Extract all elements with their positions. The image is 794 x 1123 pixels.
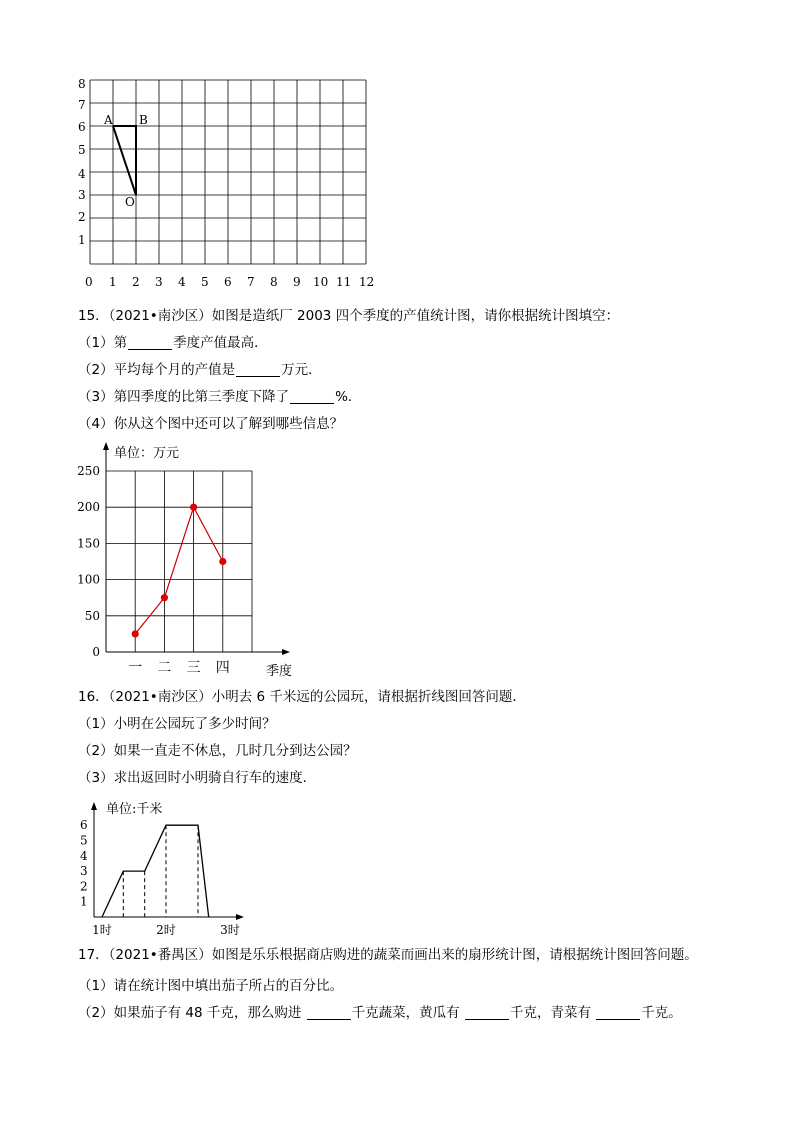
q17-part2 [78, 1004, 682, 1022]
q15-part1 [78, 334, 268, 352]
q15-part4: （4）你从这个图中还可以了解到哪些信息？ [78, 416, 344, 432]
q15-part3-pre: （3）第四季度的比第三季度下降了 [78, 389, 290, 405]
q15-part3-post: %． [335, 389, 362, 405]
q17-part2-c: 千克，青菜有 [509, 1005, 596, 1021]
y-tick-label: 3 [80, 864, 88, 879]
y-tick-label: 150 [77, 536, 100, 551]
x-label: 9 [293, 275, 301, 289]
q17-part2-b: 千克蔬菜，黄瓜有 [351, 1005, 464, 1021]
q15-part1-pre: （1）第 [78, 335, 128, 351]
q17-part2-a: （2）如果茄子有 48 千克，那么购进 [78, 1005, 306, 1021]
x-category-label: 四 [215, 660, 230, 676]
x-category-label: 一 [128, 660, 143, 676]
y-tick-label: 4 [80, 848, 88, 863]
q16-part2: （2）如果一直走不休息，几时几分到达公园？ [78, 743, 357, 759]
y-tick-label: 6 [80, 818, 88, 833]
q17-part2-d: 千克。 [641, 1005, 682, 1021]
y-label: 5 [78, 143, 86, 157]
q15-part3 [78, 388, 361, 406]
distance-line [102, 825, 209, 917]
q16-stem: 16．（2021•南沙区）小明去 6 千米远的公园玩，请根据折线图回答问题． [78, 689, 526, 705]
answer-blank[interactable] [307, 1005, 351, 1020]
triangle-abo [113, 126, 136, 195]
y-label: 7 [78, 98, 86, 112]
q15-part2 [78, 361, 322, 379]
y-label: 4 [78, 167, 86, 181]
point-label-b: B [139, 113, 148, 127]
y-label: 3 [78, 188, 86, 202]
series-line [135, 507, 223, 634]
data-point [132, 630, 139, 637]
data-point [219, 558, 226, 565]
x-category-label: 三 [186, 660, 201, 676]
y-tick-label: 0 [92, 645, 100, 659]
y-axis-unit-label: 单位:千米 [106, 802, 163, 817]
x-tick-label: 2时 [156, 923, 176, 937]
answer-blank[interactable] [596, 1005, 640, 1020]
y-axis-unit-label: 单位：万元 [114, 446, 180, 461]
x-tick-label: 3时 [220, 923, 240, 937]
answer-blank[interactable] [236, 362, 280, 377]
y-tick-label: 250 [77, 464, 100, 478]
y-tick-label: 50 [84, 608, 100, 623]
x-label: 4 [178, 275, 186, 289]
coordinate-grid-figure [70, 72, 390, 294]
q15-stem: 15．（2021•南沙区）如图是造纸厂 2003 四个季度的产值统计图，请你根据统计图填空： [78, 308, 620, 324]
x-axis-title: 季度 [266, 664, 293, 679]
y-label: 6 [78, 120, 86, 134]
x-axis-arrow [282, 649, 290, 655]
y-tick-label: 200 [77, 500, 100, 515]
point-label-a: A [104, 113, 113, 127]
x-axis-arrow [236, 914, 244, 920]
distance-time-line-chart [70, 796, 260, 942]
y-label: 8 [78, 77, 86, 91]
q15-part2-post: 万元． [281, 362, 322, 378]
q16-part3: （3）求出返回时小明骑自行车的速度． [78, 770, 317, 786]
q16-part1: （1）小明在公园玩了多少时间？ [78, 716, 276, 732]
x-label: 5 [201, 275, 209, 289]
y-label: 1 [78, 233, 86, 247]
data-point [190, 504, 197, 511]
y-axis-arrow [91, 802, 97, 810]
answer-blank[interactable] [128, 335, 172, 350]
x-label: 7 [247, 275, 255, 289]
x-label: 6 [224, 275, 232, 289]
x-category-label: 二 [157, 660, 172, 676]
y-tick-label: 2 [80, 879, 88, 894]
x-label: 3 [155, 275, 163, 289]
answer-blank[interactable] [290, 389, 334, 404]
q15-part1-post: 季度产值最高． [173, 335, 268, 351]
x-label: 2 [132, 275, 140, 289]
x-label: 8 [270, 275, 278, 289]
data-point [161, 594, 168, 601]
y-tick-label: 5 [80, 833, 88, 848]
q15-part2-pre: （2）平均每个月的产值是 [78, 362, 236, 378]
q17-part1: （1）请在统计图中填出茄子所占的百分比。 [78, 978, 344, 994]
x-label: 12 [359, 275, 375, 289]
answer-blank[interactable] [465, 1005, 509, 1020]
x-label: 1 [109, 275, 117, 289]
quarterly-output-line-chart [70, 438, 310, 684]
y-tick-label: 1 [80, 894, 88, 909]
grid-lines [90, 80, 366, 264]
x-tick-label: 1时 [92, 923, 112, 937]
point-label-o: O [125, 195, 135, 209]
y-axis-arrow [103, 442, 109, 450]
y-tick-label: 100 [77, 572, 100, 587]
x-label: 10 [313, 275, 329, 289]
x-label: 0 [85, 275, 93, 289]
q17-stem: 17．（2021•番禺区）如图是乐乐根据商店购进的蔬菜而画出来的扇形统计图，请根据统计图回答问题。 [78, 947, 698, 963]
y-label: 2 [78, 210, 86, 224]
x-label: 11 [336, 275, 352, 289]
